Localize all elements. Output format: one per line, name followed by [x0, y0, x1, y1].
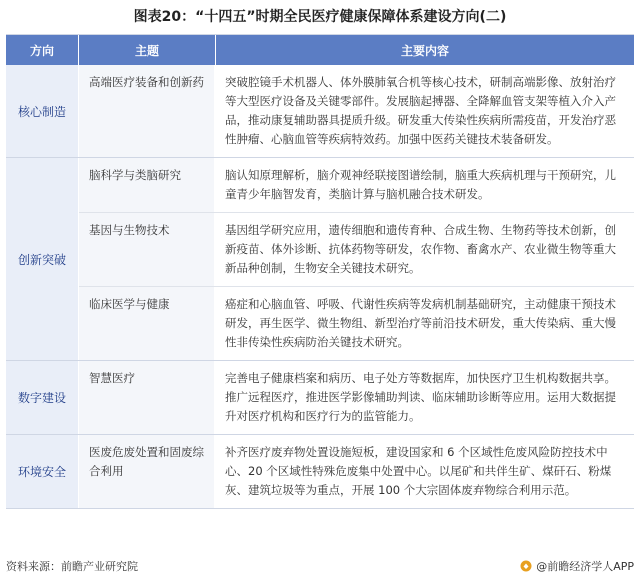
- table-row: [79, 158, 634, 212]
- topic-cell: 脑科学与类脑研究: [79, 158, 215, 212]
- table-row: [79, 212, 634, 286]
- direction-cell: 数字建设: [6, 361, 79, 434]
- table-row: [79, 286, 634, 360]
- group-core-manufacturing: [6, 65, 634, 158]
- header-topic: 主题: [79, 35, 216, 65]
- table-row: [79, 361, 634, 434]
- direction-cell: 环境安全: [6, 435, 79, 508]
- direction-cell: 创新突破: [6, 158, 79, 360]
- group-digital: [6, 361, 634, 435]
- table-row: [79, 435, 634, 508]
- content-cell: 癌症和心脑血管、呼吸、代谢性疾病等发病机制基础研究，主动健康干预技术研发，再生医学、微生物组、新型治疗等前沿技术研发，重大传染病、重大慢性非传染性疾病防治关键技术研究。: [225, 297, 616, 349]
- content-cell: 基因组学研究应用，遗传细胞和遗传育种、合成生物、生物药等技术创新，创新疫苗、体外诊断、抗体药物等研发，农作物、畜禽水产、农业微生物等重大新品种创制，生物安全关键技术研究。: [225, 223, 616, 275]
- group-environment: [6, 435, 634, 509]
- content-cell: 完善电子健康档案和病历、电子处方等数据库，加快医疗卫生机构数据共享。推广远程医疗，推进医学影像辅助判读、临床辅助诊断等应用。运用大数据提升对医疗机构和医疗行为的监管能力。: [225, 371, 616, 423]
- content-cell: 脑认知原理解析，脑介观神经联接图谱绘制，脑重大疾病机理与干预研究，儿童青少年脑智发育，类脑计算与脑机融合技术研发。: [225, 168, 616, 201]
- direction-cell: 核心制造: [6, 65, 79, 157]
- table-header: [6, 35, 634, 65]
- topic-cell: 基因与生物技术: [79, 213, 215, 286]
- content-cell: 补齐医疗废弃物处置设施短板，建设国家和 6 个区域性危废风险防控技术中心、20 个区域性特殊危废集中处置中心。以尾矿和共伴生矿、煤矸石、粉煤灰、建筑垃圾等为重点，开展 100 个大宗固体废弃物综合利用示范。: [225, 445, 612, 497]
- topic-cell: 医废危废处置和固废综合利用: [79, 435, 215, 508]
- group-innovation: [6, 158, 634, 361]
- topic-cell: 临床医学与健康: [79, 287, 215, 360]
- policy-table: [6, 34, 634, 509]
- brand-mark: [520, 558, 634, 574]
- content-cell: 突破腔镜手术机器人、体外膜肺氧合机等核心技术，研制高端影像、放射治疗等大型医疗设备及关键零部件。发展脑起搏器、全降解血管支架等植入介入产品，推动康复辅助器具提质升级。研发重大传染性疾病所需疫苗，开发治疗恶性肿瘤、心脑血管等疾病特效药。加强中医药关键技术装备研发。: [225, 75, 616, 146]
- figure-title: 图表20：“十四五”时期全民医疗健康保障体系建设方向(二): [133, 9, 507, 25]
- brand-label: @前瞻经济学人APP: [536, 560, 634, 573]
- footer: [6, 556, 634, 576]
- header-content: 主要内容: [400, 43, 449, 58]
- table-row: [79, 65, 634, 157]
- topic-cell: 智慧医疗: [79, 361, 215, 434]
- source-note: 资料来源：前瞻产业研究院: [6, 560, 138, 573]
- header-direction: 方向: [6, 35, 79, 65]
- brand-logo-icon: [520, 560, 532, 572]
- topic-cell: 高端医疗装备和创新药: [79, 65, 215, 157]
